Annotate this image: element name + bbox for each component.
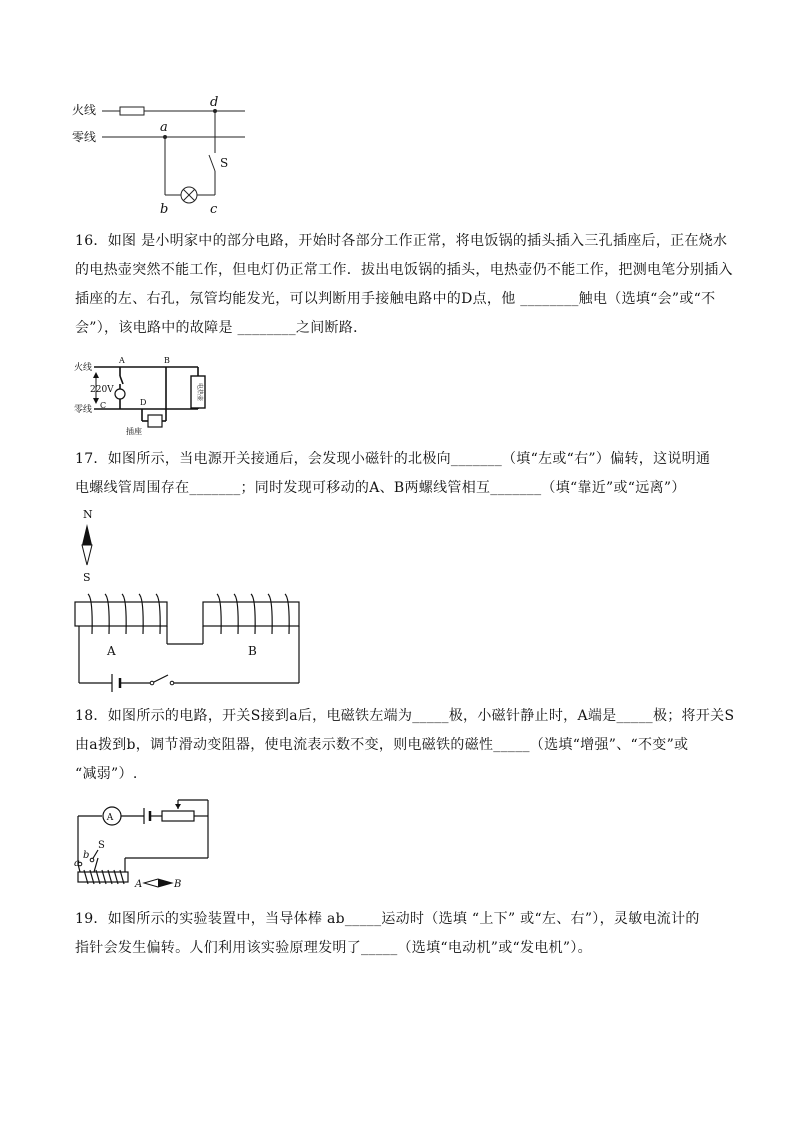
kettle-label: 电热壶 (196, 382, 203, 402)
south-label: S (83, 571, 91, 584)
question-18-line: “减弱”）. (75, 766, 138, 782)
question-18-line: 由a拨到b，调节滑动变阻器，使电流表示数不变，则电磁铁的磁性_____（选填“增强”、“不变”或 (75, 737, 689, 753)
figure-household-circuit (70, 95, 260, 220)
compass-needle-icon (82, 524, 92, 545)
neutral-line-label: 零线 (72, 130, 97, 144)
point-a-label: a (160, 120, 168, 135)
question-18-line: 18．如图所示的电路，开关S接到a后，电磁铁左端为_____极，小磁针静止时，A端是_____极；将开关S (75, 708, 735, 724)
fuse-icon (120, 107, 144, 115)
figure-kettle-circuit (74, 354, 214, 436)
coil-a-label: A (107, 644, 116, 658)
question-16-line: 16．如图 是小明家中的部分电路，开始时各部分工作正常，将电饭锅的插头插入三孔插座后，正在烧水 (75, 233, 728, 249)
point-c-label: c (210, 202, 218, 217)
point-d-label: D (140, 398, 147, 407)
switch-s-label: S (98, 840, 105, 851)
question-19-line: 指针会发生偏转。人们利用该实验原理发明了_____（选填“电动机”或“发电机”）。 (75, 940, 592, 956)
question-16-line: 的电热壶突然不能工作，但电灯仍正常工作．拔出电饭锅的插头，电热壶仍不能工作，把测电笔分别插入 (75, 262, 733, 278)
point-d-label: d (210, 95, 219, 110)
socket-icon (148, 415, 162, 427)
point-a-label: a (74, 858, 80, 869)
question-16-line: 会”），该电路中的故障是 ________之间断路． (75, 320, 368, 336)
ammeter-label: A (106, 813, 114, 823)
question-17 (75, 445, 735, 503)
question-17-line: 17．如图所示，当电源开关接通后，会发现小磁针的北极向_______（填“左或“右”）偏转，这说明通 (75, 451, 711, 467)
voltage-label: 220V (90, 385, 114, 395)
solenoid-a-icon (75, 602, 167, 626)
question-16-line: 插座的左、右孔，氖管均能发光，可以判断用手接触电路中的D点，他 ________触电（选填“会”或“不 (75, 291, 716, 307)
point-b-label: b (83, 850, 90, 861)
needle-b-label: B (174, 879, 182, 890)
question-19 (75, 905, 735, 963)
lamp-icon (115, 389, 125, 399)
switch-s-label: S (220, 156, 229, 170)
question-17-line: 电螺线管周围存在_______；同时发现可移动的A、B两螺线管相互_______（填“靠近”或“远离”） (75, 480, 686, 496)
figure-electromagnet (70, 792, 220, 894)
question-19-line: 19．如图所示的实验装置中，当导体棒 ab_____运动时（选填 “上下” 或“左、右”），灵敏电流计的 (75, 911, 700, 927)
point-a-label: A (119, 356, 125, 365)
question-18 (75, 702, 735, 789)
needle-a-label: A (135, 879, 143, 890)
switch-icon (152, 675, 168, 683)
socket-label: 插座 (126, 427, 142, 436)
figure-solenoids (70, 503, 310, 695)
question-16 (75, 227, 735, 343)
switch-icon (120, 376, 123, 384)
coil-b-label: B (248, 644, 257, 658)
neutral-line-label: 零线 (74, 405, 93, 415)
point-c-label: C (100, 401, 107, 410)
rheostat-icon (162, 811, 194, 821)
fire-line-label: 火线 (74, 363, 93, 373)
point-b-label: B (164, 356, 170, 365)
point-b-label: b (160, 202, 169, 217)
switch-icon (209, 155, 215, 171)
solenoid-b-icon (203, 602, 299, 626)
north-label: N (83, 508, 93, 521)
fire-line-label: 火线 (72, 103, 97, 117)
